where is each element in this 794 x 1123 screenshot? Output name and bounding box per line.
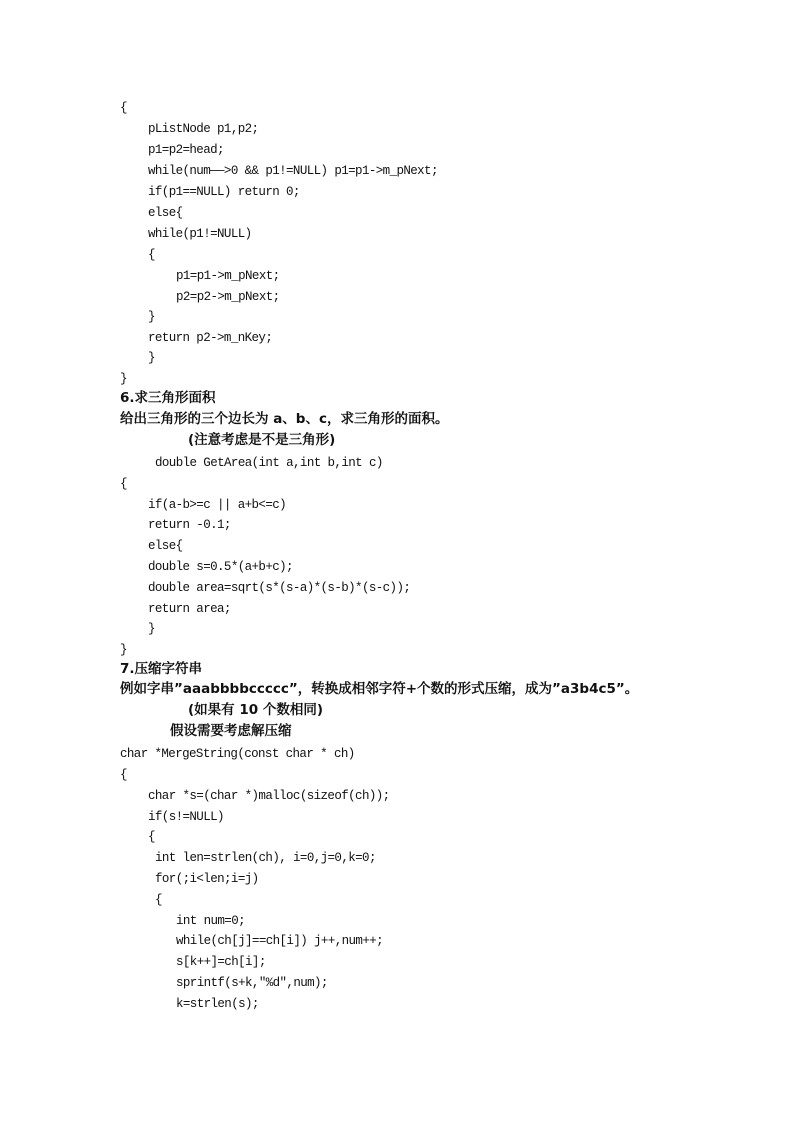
code-line: } xyxy=(148,351,155,365)
problem-statement: 给出三角形的三个边长为 a、b、c，求三角形的面积。 xyxy=(120,411,449,427)
code-line: for(;i<len;i=j) xyxy=(155,872,259,886)
code-line: int num=0; xyxy=(176,914,246,928)
code-line: p1=p2=head; xyxy=(148,143,224,157)
code-line: char *s=(char *)malloc(sizeof(ch)); xyxy=(148,789,390,803)
problem-note: (注意考虑是不是三角形) xyxy=(188,432,336,448)
code-line: return area; xyxy=(148,602,231,616)
problem-note: (如果有 10 个数相同) xyxy=(188,702,324,718)
code-line: char *MergeString(const char * ch) xyxy=(120,747,355,761)
code-line: double area=sqrt(s*(s-a)*(s-b)*(s-c)); xyxy=(148,581,411,595)
code-line: } xyxy=(120,372,127,386)
code-line: k=strlen(s); xyxy=(176,997,259,1011)
code-line: } xyxy=(148,622,155,636)
code-line: if(a-b>=c || a+b<=c) xyxy=(148,498,287,512)
code-line: sprintf(s+k,"%d",num); xyxy=(176,976,328,990)
code-line: p1=p1->m_pNext; xyxy=(176,269,280,283)
code-line: int len=strlen(ch), i=0,j=0,k=0; xyxy=(155,851,376,865)
code-line: double GetArea(int a,int b,int c) xyxy=(155,456,383,470)
code-line: else{ xyxy=(148,539,183,553)
code-line: { xyxy=(148,830,155,844)
code-line: { xyxy=(148,248,155,262)
code-line: if(s!=NULL) xyxy=(148,810,224,824)
code-line: pListNode p1,p2; xyxy=(148,122,259,136)
code-line: double s=0.5*(a+b+c); xyxy=(148,560,293,574)
code-line: } xyxy=(148,310,155,324)
section-heading-7: 7.压缩字符串 xyxy=(120,661,203,677)
code-line: { xyxy=(120,768,127,782)
code-line: return p2->m_nKey; xyxy=(148,331,273,345)
code-line: s[k++]=ch[i]; xyxy=(176,955,266,969)
problem-statement: 例如字串”aaabbbbccccc”，转换成相邻字符+个数的形式压缩，成为”a3b4c5”。 xyxy=(120,681,639,697)
code-line: } xyxy=(120,643,127,657)
code-line: else{ xyxy=(148,206,183,220)
code-line: while(num——>0 && p1!=NULL) p1=p1->m_pNext; xyxy=(148,164,438,178)
code-line: while(ch[j]==ch[i]) j++,num++; xyxy=(176,934,384,948)
code-line: return -0.1; xyxy=(148,518,231,532)
section-heading-6: 6.求三角形面积 xyxy=(120,390,216,406)
code-line: p2=p2->m_pNext; xyxy=(176,290,280,304)
code-line: { xyxy=(155,893,162,907)
code-line: { xyxy=(120,101,127,115)
problem-note: 假设需要考虑解压缩 xyxy=(170,723,292,739)
code-line: if(p1==NULL) return 0; xyxy=(148,185,300,199)
code-line: while(p1!=NULL) xyxy=(148,227,252,241)
code-line: { xyxy=(120,477,127,491)
